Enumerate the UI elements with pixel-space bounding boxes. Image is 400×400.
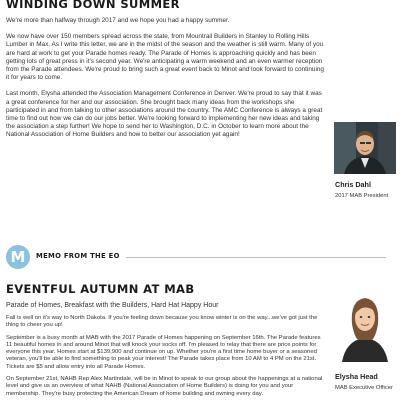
body-paragraph: September is a busy month at MAB with the 2017 Parade of Homes happening on September 16th. The Parade features 11 beautiful homes in and around Minot that will knock your socks off. I'm pleased to relay that there are price points for everyone this year. Homes start at $139,900 and continue on up. Whether you're a first time home buyer or a seasoned veteran, you'll be able to find something to peak your interest! The Parade takes place from 10 AM to 4 PM on the 21st. Tickets are $5 and allow entry into all Parade Homes. [6, 334, 321, 370]
memo-divider [6, 242, 386, 272]
body-paragraph: Fall is well on it's way to North Dakota. If you're feeling down because you know winter is on the way...we've got just the thing to cheer you up! [6, 315, 318, 329]
elysha-head-photo [334, 278, 396, 362]
person-name: Elysha Head [335, 372, 378, 381]
subheading: Parade of Homes, Breakfast with the Builders, Hard Hat Happy Hour [6, 302, 219, 309]
body-paragraph: On September 21st, NAHB Rep Alex Martindale, will be in Minot to speak to our group about the happenings at a national level and give us an overview of what NAHB (National Association of Home Builders) is doing for you and your membership. They're busy protecting the American Dream of home building and owning every day. [6, 376, 323, 397]
woman-portrait-photo-icon [334, 278, 396, 362]
body-paragraph: Last month, Elysha attended the Association Management Conference in Denver. We're proud to say that it was a great conference for her and our association. She brought back many ideas from the workshops she participated in and from talking to other associations around the country. The AMC Conference is always a great time to find out how we can do our jobs better. We're looking forward to implementing her new ideas and taking the association a step further! We hope to send her to Washington, D.C. in October to learn more about the National Association of Home Builders and how to better our association yet again! [6, 90, 323, 139]
memo-label: MEMO FROM THE EO [36, 252, 126, 260]
chris-dahl-photo [334, 122, 396, 174]
section-heading: WINDING DOWN SUMMER [6, 0, 180, 11]
man-portrait-photo-icon [334, 122, 396, 174]
person-name: Chris Dahl [335, 180, 371, 189]
memo-badge-icon: M [6, 245, 30, 269]
person-role: 2017 MAB President [335, 193, 389, 199]
section-heading: EVENTFUL AUTUMN AT MAB [6, 282, 195, 296]
intro-paragraph: We're more than halfway through 2017 and we hope you had a happy summer. [6, 17, 230, 24]
body-paragraph: We now have over 150 members spread across the state, from Mountrail Builders in Stanley to Rolling Hills Lumber in Max. As I write this letter, we are in the midst of the season and the weather is still warm. Many of you are hard at work to get your Parade homes ready. The Parade of Homes is approaching quickly and has been getting lots of great press in it's second year. We're anticipating a warm weekend and an even warmer reception from the Parade attendees. We're proud to bring such a great event back to Minot and look forward to continuing it for years to come. [6, 33, 324, 82]
person-role: MAB Executive Officer [335, 385, 393, 391]
eventful-autumn-section [6, 282, 324, 398]
winding-down-summer-section [6, 0, 324, 140]
